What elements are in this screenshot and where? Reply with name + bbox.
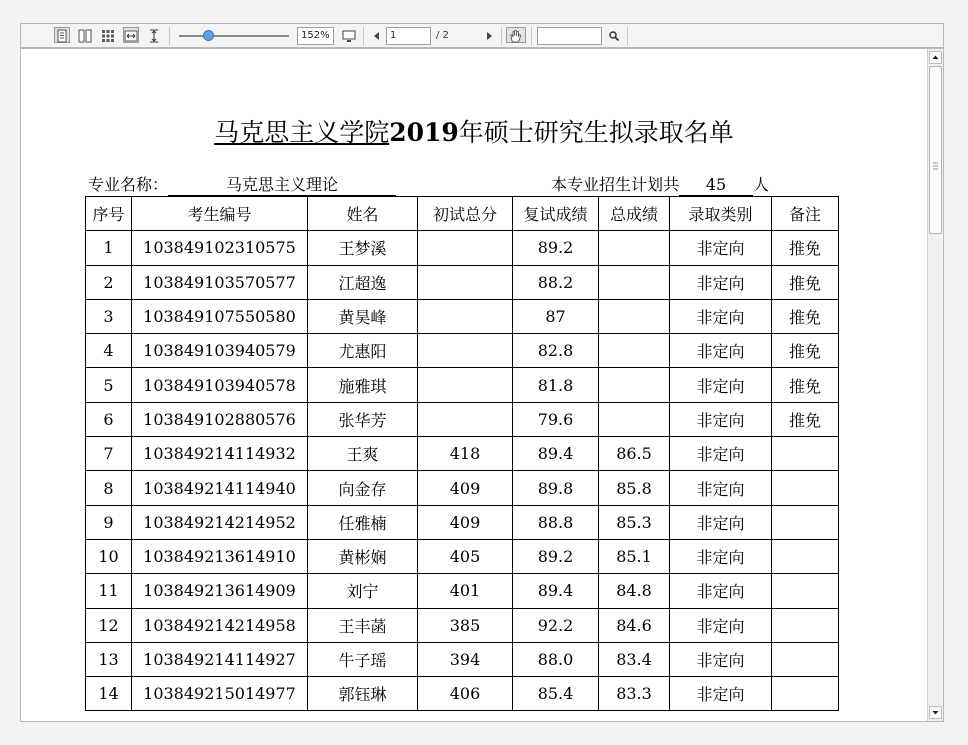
cell-serial: 8 (86, 471, 132, 505)
two-page-view-button[interactable] (77, 27, 93, 43)
cell-retest-score: 82.8 (513, 334, 599, 368)
cell-admission-type: 非定向 (670, 334, 772, 368)
cell-name: 王爽 (308, 437, 418, 471)
vertical-scrollbar[interactable] (927, 49, 943, 721)
cell-remarks (772, 642, 839, 676)
cell-serial: 12 (86, 608, 132, 642)
cell-remarks: 推免 (772, 265, 839, 299)
cell-total-score: 83.3 (599, 677, 670, 711)
cell-name: 王梦溪 (308, 231, 418, 265)
page-total: / 2 (436, 30, 449, 41)
cell-total-score (599, 265, 670, 299)
cell-retest-score: 87 (513, 299, 599, 333)
table-row (86, 471, 839, 505)
cell-name: 牛子瑶 (308, 642, 418, 676)
cell-remarks (772, 505, 839, 539)
admission-list-table (85, 196, 839, 711)
previous-page-button[interactable] (369, 27, 385, 43)
cell-candidate-id: 103849214214958 (132, 608, 308, 642)
search-input[interactable] (537, 27, 602, 45)
table-row (86, 539, 839, 573)
cell-remarks: 推免 (772, 402, 839, 436)
table-row (86, 368, 839, 402)
document-page (21, 49, 927, 722)
cell-name: 郭钰琳 (308, 677, 418, 711)
zoom-percent-input[interactable]: 152% (297, 27, 334, 45)
table-header-row (86, 197, 839, 231)
cell-serial: 3 (86, 299, 132, 333)
cell-admission-type: 非定向 (670, 677, 772, 711)
cell-name: 黄昊峰 (308, 299, 418, 333)
major-line (88, 175, 396, 196)
cell-candidate-id: 103849215014977 (132, 677, 308, 711)
thumbnail-view-button[interactable] (100, 27, 116, 43)
triangle-right-icon (482, 29, 496, 43)
fit-height-icon (147, 29, 161, 43)
cell-admission-type: 非定向 (670, 505, 772, 539)
cell-admission-type: 非定向 (670, 368, 772, 402)
toolbar-separator (627, 27, 628, 45)
cell-name: 张华芳 (308, 402, 418, 436)
header-prelim-score: 初试总分 (418, 197, 513, 231)
cell-serial: 13 (86, 642, 132, 676)
search-button[interactable] (606, 27, 622, 43)
cell-prelim-score: 409 (418, 505, 513, 539)
cell-retest-score: 89.2 (513, 539, 599, 573)
cell-retest-score: 89.4 (513, 437, 599, 471)
toolbar-separator (531, 27, 532, 45)
header-admission-type: 录取类别 (670, 197, 772, 231)
cell-admission-type: 非定向 (670, 539, 772, 573)
plan-value: 45 (679, 175, 753, 196)
cell-prelim-score (418, 299, 513, 333)
cell-candidate-id: 103849214114932 (132, 437, 308, 471)
cell-total-score: 84.6 (599, 608, 670, 642)
scroll-down-button[interactable] (929, 706, 942, 719)
cell-total-score (599, 402, 670, 436)
cell-prelim-score: 406 (418, 677, 513, 711)
cell-admission-type: 非定向 (670, 402, 772, 436)
cell-total-score: 83.4 (599, 642, 670, 676)
cell-remarks: 推免 (772, 334, 839, 368)
toolbar-separator (169, 27, 170, 45)
header-total-score: 总成绩 (599, 197, 670, 231)
cell-remarks (772, 437, 839, 471)
cell-retest-score: 88.2 (513, 265, 599, 299)
plan-unit: 人 (753, 175, 770, 194)
next-page-button[interactable] (481, 27, 497, 43)
cell-retest-score: 88.8 (513, 505, 599, 539)
header-serial: 序号 (86, 197, 132, 231)
cell-total-score: 86.5 (599, 437, 670, 471)
fit-height-button[interactable] (146, 27, 162, 43)
cell-serial: 1 (86, 231, 132, 265)
cell-remarks (772, 574, 839, 608)
scroll-up-button[interactable] (929, 51, 942, 64)
scrollbar-thumb[interactable] (929, 66, 942, 234)
cell-candidate-id: 103849102310575 (132, 231, 308, 265)
header-remarks: 备注 (772, 197, 839, 231)
cell-admission-type: 非定向 (670, 471, 772, 505)
cell-total-score: 84.8 (599, 574, 670, 608)
cell-serial: 6 (86, 402, 132, 436)
plan-label: 本专业招生计划共 (551, 175, 680, 194)
cell-retest-score: 81.8 (513, 368, 599, 402)
single-page-icon (55, 29, 69, 43)
header-name: 姓名 (308, 197, 418, 231)
zoom-slider[interactable] (179, 35, 289, 37)
cell-candidate-id: 103849102880576 (132, 402, 308, 436)
cell-admission-type: 非定向 (670, 299, 772, 333)
table-row (86, 642, 839, 676)
header-candidate-id: 考生编号 (132, 197, 308, 231)
cell-serial: 7 (86, 437, 132, 471)
cell-admission-type: 非定向 (670, 437, 772, 471)
cell-name: 尤惠阳 (308, 334, 418, 368)
cell-total-score: 85.1 (599, 539, 670, 573)
cell-name: 任雅楠 (308, 505, 418, 539)
cell-candidate-id: 103849214114940 (132, 471, 308, 505)
cell-admission-type: 非定向 (670, 265, 772, 299)
arrow-down-icon (930, 707, 941, 718)
title-college: 马克思主义学院 (214, 118, 390, 147)
cell-remarks (772, 471, 839, 505)
table-body (86, 197, 839, 711)
cell-serial: 9 (86, 505, 132, 539)
cell-prelim-score (418, 265, 513, 299)
viewer-toolbar (20, 23, 944, 48)
cell-serial: 10 (86, 539, 132, 573)
cell-remarks (772, 608, 839, 642)
cell-candidate-id: 103849213614909 (132, 574, 308, 608)
search-icon (607, 29, 621, 43)
cell-prelim-score: 401 (418, 574, 513, 608)
fullscreen-button[interactable] (341, 27, 357, 43)
table-row (86, 574, 839, 608)
cell-candidate-id: 103849213614910 (132, 539, 308, 573)
cell-total-score: 85.3 (599, 505, 670, 539)
monitor-icon (342, 29, 356, 43)
cell-name: 向金存 (308, 471, 418, 505)
table-row (86, 608, 839, 642)
cell-prelim-score (418, 334, 513, 368)
cell-name: 江超逸 (308, 265, 418, 299)
major-value: 马克思主义理论 (168, 175, 396, 196)
enrollment-plan-line (551, 175, 769, 196)
triangle-left-icon (370, 29, 384, 43)
cell-retest-score: 85.4 (513, 677, 599, 711)
cell-admission-type: 非定向 (670, 574, 772, 608)
cell-serial: 5 (86, 368, 132, 402)
arrow-up-icon (930, 52, 941, 63)
cell-candidate-id: 103849103940579 (132, 334, 308, 368)
cell-remarks: 推免 (772, 231, 839, 265)
document-viewport[interactable] (20, 48, 944, 722)
cell-retest-score: 89.8 (513, 471, 599, 505)
cell-name: 黄彬娴 (308, 539, 418, 573)
grip-icon (930, 67, 941, 233)
cell-name: 刘宁 (308, 574, 418, 608)
cell-total-score: 85.8 (599, 471, 670, 505)
cell-prelim-score (418, 231, 513, 265)
cell-remarks (772, 677, 839, 711)
cell-retest-score: 89.2 (513, 231, 599, 265)
table-row (86, 231, 839, 265)
page-number-input[interactable]: 1 (386, 27, 431, 45)
cell-serial: 14 (86, 677, 132, 711)
cell-total-score (599, 368, 670, 402)
cell-retest-score: 89.4 (513, 574, 599, 608)
table-row (86, 334, 839, 368)
hand-icon (507, 29, 525, 43)
cell-remarks: 推免 (772, 299, 839, 333)
major-label: 专业名称： (88, 175, 169, 194)
table-row (86, 402, 839, 436)
cell-total-score (599, 299, 670, 333)
cell-total-score (599, 231, 670, 265)
cell-candidate-id: 103849107550580 (132, 299, 308, 333)
title-year: 2019 (389, 118, 459, 147)
cell-serial: 11 (86, 574, 132, 608)
cell-prelim-score: 394 (418, 642, 513, 676)
cell-serial: 2 (86, 265, 132, 299)
title-rest: 年硕士研究生拟录取名单 (458, 118, 734, 147)
table-row (86, 677, 839, 711)
toolbar-separator (363, 27, 364, 45)
fit-width-icon (124, 29, 138, 43)
cell-retest-score: 88.0 (513, 642, 599, 676)
cell-retest-score: 92.2 (513, 608, 599, 642)
pan-tool-button[interactable] (506, 27, 526, 43)
single-page-view-button[interactable] (54, 27, 70, 43)
table-row (86, 505, 839, 539)
cell-prelim-score: 385 (418, 608, 513, 642)
cell-admission-type: 非定向 (670, 608, 772, 642)
cell-name: 施雅琪 (308, 368, 418, 402)
cell-admission-type: 非定向 (670, 642, 772, 676)
cell-remarks (772, 539, 839, 573)
cell-candidate-id: 103849214114927 (132, 642, 308, 676)
cell-prelim-score: 418 (418, 437, 513, 471)
cell-prelim-score (418, 402, 513, 436)
cell-name: 王丰菡 (308, 608, 418, 642)
zoom-slider-handle[interactable] (203, 30, 214, 41)
header-retest-score: 复试成绩 (513, 197, 599, 231)
document-title (21, 117, 927, 149)
cell-admission-type: 非定向 (670, 231, 772, 265)
table-row (86, 265, 839, 299)
table-row (86, 299, 839, 333)
cell-serial: 4 (86, 334, 132, 368)
cell-retest-score: 79.6 (513, 402, 599, 436)
cell-candidate-id: 103849103570577 (132, 265, 308, 299)
cell-prelim-score (418, 368, 513, 402)
cell-prelim-score: 405 (418, 539, 513, 573)
cell-total-score (599, 334, 670, 368)
two-page-icon (78, 29, 92, 43)
table-row (86, 437, 839, 471)
cell-candidate-id: 103849214214952 (132, 505, 308, 539)
cell-remarks: 推免 (772, 368, 839, 402)
toolbar-separator (501, 27, 502, 45)
fit-width-button[interactable] (123, 27, 139, 43)
cell-candidate-id: 103849103940578 (132, 368, 308, 402)
grid-icon (101, 29, 115, 43)
cell-prelim-score: 409 (418, 471, 513, 505)
